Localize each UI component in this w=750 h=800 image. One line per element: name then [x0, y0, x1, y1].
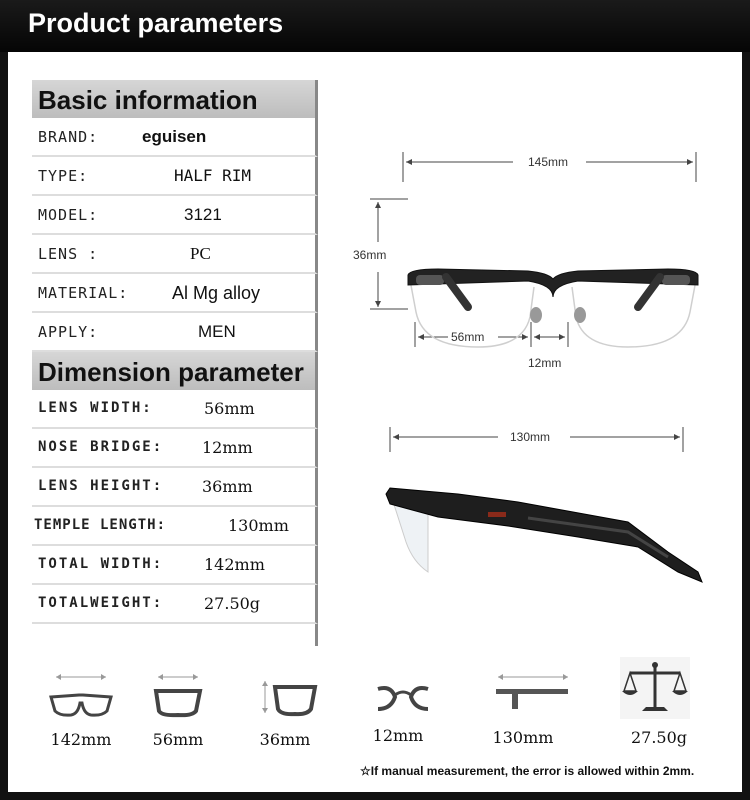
icon-label-weight: 27.50g	[630, 728, 688, 747]
spec-label: MODEL:	[38, 206, 99, 224]
spec-row-model	[32, 196, 318, 235]
spec-value: PC	[190, 244, 211, 263]
dim-label: NOSE BRIDGE:	[38, 439, 164, 455]
spec-label: APPLY:	[38, 323, 99, 341]
nose-bridge-icon	[373, 669, 433, 719]
spec-row-lens	[32, 235, 318, 274]
dim-row-lens-height	[32, 468, 318, 507]
dim-label: LENS HEIGHT:	[38, 478, 164, 494]
basic-info-heading: Basic information	[32, 80, 318, 118]
glasses-side-drawing	[386, 488, 702, 582]
front-width-label: 145mm	[528, 155, 569, 169]
spec-value: Al Mg alloy	[172, 283, 261, 303]
dim-value: 36mm	[202, 477, 253, 496]
dim-row-total-width	[32, 546, 318, 585]
dim-row-temple-length	[32, 507, 318, 546]
icon-label-temple-length: 130mm	[492, 728, 554, 747]
dim-row-nose-bridge	[32, 429, 318, 468]
lens-width-dim-label: 56mm	[451, 330, 485, 344]
spec-row-blank	[32, 624, 318, 646]
dim-value: 12mm	[202, 438, 253, 457]
dim-label: TOTAL WIDTH:	[38, 556, 164, 572]
spec-label: TYPE:	[38, 167, 89, 185]
dim-row-lens-width	[32, 390, 318, 429]
dim-label: TEMPLE LENGTH:	[34, 517, 167, 533]
dimension-heading: Dimension parameter	[32, 352, 318, 390]
spec-label: BRAND:	[38, 128, 99, 146]
side-view-diagram	[378, 422, 728, 592]
icon-label-nose-bridge: 12mm	[372, 726, 424, 745]
spec-value: eguisen	[142, 127, 207, 146]
dim-value: 27.50g	[204, 594, 261, 613]
page-title: Product parameters	[28, 8, 284, 38]
footer-bar	[0, 792, 750, 800]
spec-value: MEN	[198, 322, 236, 341]
spec-value: HALF RIM	[174, 166, 252, 185]
weight-scale-icon	[620, 657, 690, 719]
spec-row-apply	[32, 313, 318, 352]
spec-row-brand	[32, 118, 318, 157]
lens-height-icon	[253, 669, 323, 719]
dim-value: 130mm	[228, 516, 289, 535]
measurement-note: ☆If manual measurement, the error is allowed within 2mm.	[360, 764, 695, 778]
temple-length-dim-label: 130mm	[510, 430, 551, 444]
dim-row-total-weight	[32, 585, 318, 624]
front-view-diagram	[348, 147, 718, 387]
dim-label: TOTALWEIGHT:	[38, 595, 164, 611]
spec-label: LENS :	[38, 245, 99, 263]
dim-value: 56mm	[204, 399, 255, 418]
spec-row-material	[32, 274, 318, 313]
spec-row-type	[32, 157, 318, 196]
icon-label-lens-width: 56mm	[152, 730, 204, 749]
spec-value: 3121	[184, 205, 222, 224]
product-panel	[8, 52, 742, 792]
total-width-icon	[46, 669, 116, 719]
front-height-label: 36mm	[353, 248, 387, 262]
temple-length-icon	[488, 669, 578, 719]
icon-label-total-width: 142mm	[50, 730, 112, 749]
dim-label: LENS WIDTH:	[38, 400, 153, 416]
spec-label: MATERIAL:	[38, 284, 129, 302]
bridge-dim-label: 12mm	[528, 356, 562, 370]
header-bar	[0, 0, 750, 52]
lens-width-icon	[148, 669, 208, 719]
icon-label-lens-height: 36mm	[259, 730, 311, 749]
dim-value: 142mm	[204, 555, 265, 574]
spec-table	[32, 80, 318, 646]
